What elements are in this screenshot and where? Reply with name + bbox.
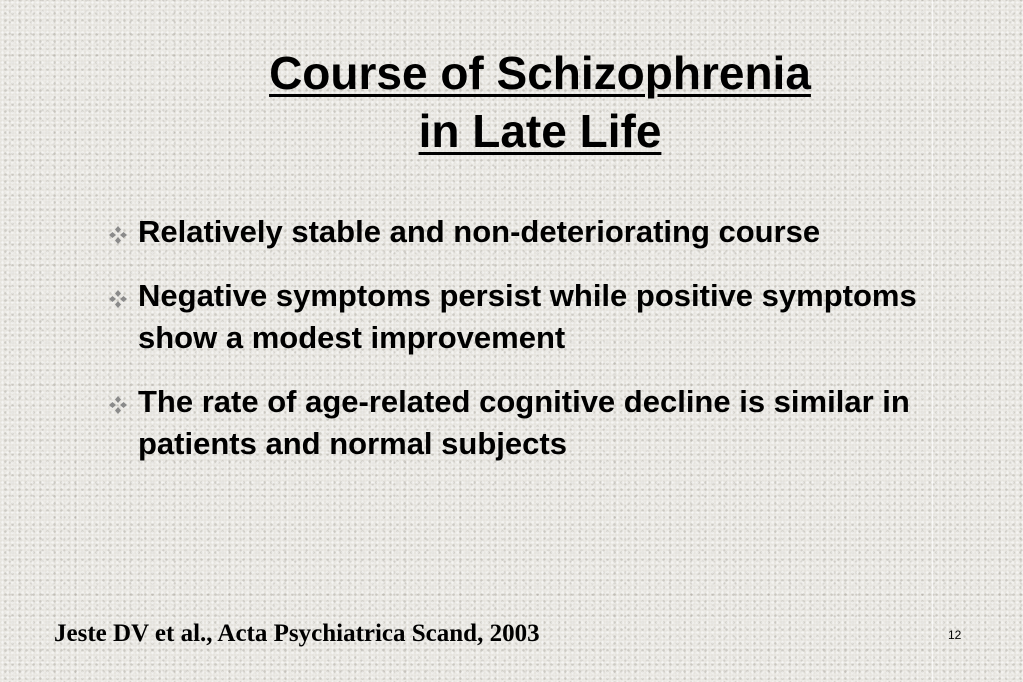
right-edge-line <box>932 0 933 682</box>
citation: Jeste DV et al., Acta Psychiatrica Scand, 2003 <box>54 620 540 647</box>
bullet-text: Negative symptoms persist while positive symptoms show a modest improvement <box>138 278 917 355</box>
four-diamond-bullet-icon <box>108 395 128 415</box>
four-diamond-bullet-icon <box>108 289 128 309</box>
title-line-2: in Late Life <box>418 105 662 157</box>
slide-title <box>180 44 900 160</box>
page-number: 12 <box>948 628 962 642</box>
bullet-item <box>108 381 928 465</box>
bullet-item <box>108 211 928 253</box>
bullet-item <box>108 275 928 359</box>
title-line-1: Course of Schizophrenia <box>269 47 811 99</box>
bullet-text: The rate of age-related cognitive decline is similar in patients and normal subjects <box>138 384 910 461</box>
four-diamond-bullet-icon <box>108 225 128 245</box>
bullet-text: Relatively stable and non-deteriorating course <box>138 214 821 249</box>
bullet-list <box>108 211 928 487</box>
